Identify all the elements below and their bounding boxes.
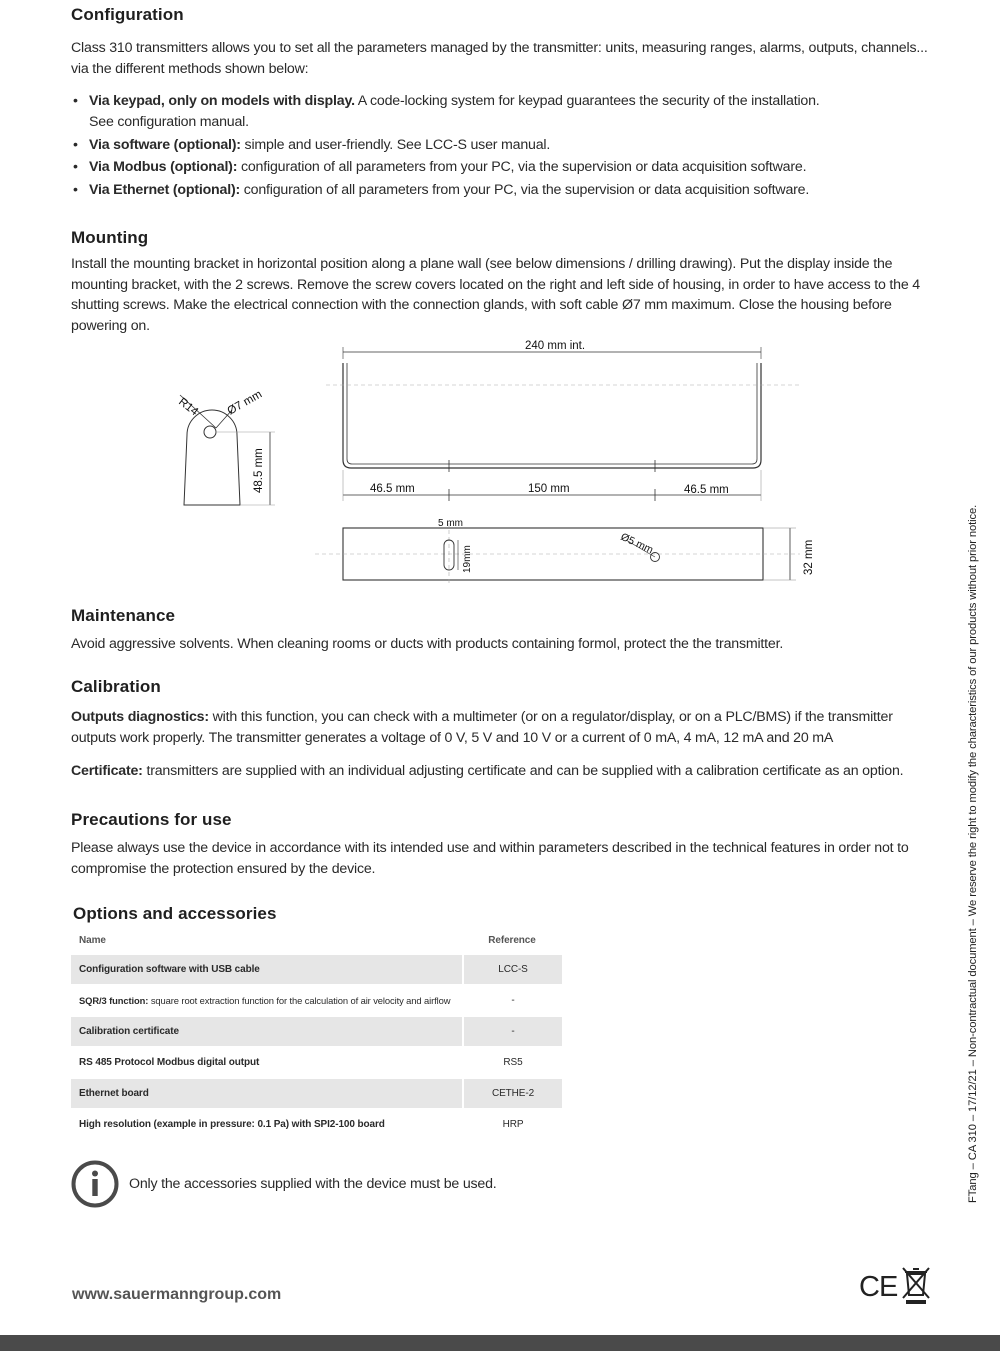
table-row: High resolution (example in pressure: 0.1 Pa) with SPI2-100 board HRP: [71, 1110, 562, 1141]
section-title-precautions: Precautions for use: [71, 810, 232, 829]
accessories-note: Only the accessories supplied with the device must be used.: [129, 1176, 497, 1192]
list-item: • Via software (optional): simple and user-friendly. See LCC-S user manual.: [71, 135, 931, 156]
footer-website-link[interactable]: www.sauermanngroup.com: [72, 1286, 282, 1303]
table-row: SQR/3 function: square root extraction function for the calculation of air velocity and airflow -: [71, 986, 562, 1017]
list-item: • Via Ethernet (optional): configuration of all parameters from your PC, via the supervision or data acquisition software.: [71, 180, 931, 201]
dim-32: 32 mm: [803, 539, 815, 575]
dim-r14: R14: [176, 395, 201, 419]
table-row: RS 485 Protocol Modbus digital output RS5: [71, 1048, 562, 1079]
column-header-reference: Reference: [488, 934, 536, 946]
dim-150: 150 mm: [528, 483, 570, 495]
table-row: Configuration software with USB cable LCC-S: [71, 955, 562, 986]
ce-mark-icon: [858, 1268, 900, 1302]
mounting-text: Install the mounting bracket in horizontal position along a plane wall (see below dimensions / drilling drawing). Put the display inside the mounting bracket, with the 2 screws. Remove the screw covers located on the right and left side of housing, in order to have access to the 4 shutting screws. Make the electrical connection with the connection glands, with soft cable Ø7 mm maximum. Close the housing before powering on.: [71, 256, 920, 334]
precautions-text: Please always use the device in accordance with its intended use and within parameters described in the technical features in order not to compromise the protection ensured by the device.: [71, 840, 909, 877]
dim-46-right: 46.5 mm: [684, 484, 729, 496]
footer-bar: [0, 1335, 1000, 1351]
section-title-configuration: Configuration: [71, 5, 184, 24]
configuration-methods-list: [71, 91, 931, 202]
fixing-hole: [204, 426, 216, 438]
dim-d7: Ø7 mm: [225, 388, 265, 418]
dim-48: 48.5 mm: [253, 448, 265, 493]
dim-5: 5 mm: [438, 518, 463, 529]
info-icon: [71, 1160, 119, 1208]
weee-bin-icon: [900, 1265, 932, 1305]
section-title-options: Options and accessories: [73, 904, 277, 923]
table-row: Ethernet board CETHE-2: [71, 1079, 562, 1110]
section-title-maintenance: Maintenance: [71, 606, 176, 625]
ce-mark-text: CE: [859, 1271, 898, 1302]
dim-240: 240 mm int.: [525, 340, 586, 352]
calibration-certificate: Certificate: transmitters are supplied with an individual adjusting certificate and can be supplied with a calibration certificate as an option.: [71, 763, 904, 779]
configuration-intro-line1: Class 310 transmitters allows you to set all the parameters managed by the transmitter: units, measuring ranges, alarms, outputs, channels...: [71, 40, 928, 56]
bracket-front-view: [343, 363, 761, 468]
list-item: • Via Modbus (optional): configuration of all parameters from your PC, via the supervision or data acquisition software.: [71, 157, 931, 178]
accessories-table: [71, 925, 562, 1141]
section-title-mounting: Mounting: [71, 228, 149, 247]
side-disclaimer: FTang – CA 310 – 17/12/21 – Non-contractual document – We reserve the right to modify the characteristics of our products without prior notice.: [967, 504, 979, 1203]
configuration-intro: [71, 38, 941, 79]
calibration-diagnostics: Outputs diagnostics: with this function, you can check with a multimeter (or on a regulator/display, or on a PLC/BMS) if the transmitter outputs work properly. The transmitter generates a voltage of 0 V, 5 V and 10 V or a current of 0 mA, 4 mA, 12 mA and 20 mA: [71, 709, 893, 746]
column-header-name: Name: [79, 934, 106, 946]
configuration-intro-line2: via the different methods shown below:: [71, 60, 309, 77]
table-row: Calibration certificate -: [71, 1017, 562, 1048]
dim-d5: Ø5 mm: [618, 530, 656, 557]
section-title-calibration: Calibration: [71, 677, 161, 696]
list-item: • Via keypad, only on models with display. A code-locking system for keypad guarantees the security of the installation. See configuration manual.: [71, 91, 931, 133]
mounting-dimensions-drawing: [150, 335, 830, 595]
maintenance-text: Avoid aggressive solvents. When cleaning rooms or ducts with products containing formol, protect the the transmitter.: [71, 636, 784, 652]
dim-19: 19mm: [462, 545, 473, 573]
dim-46-left: 46.5 mm: [370, 483, 415, 495]
